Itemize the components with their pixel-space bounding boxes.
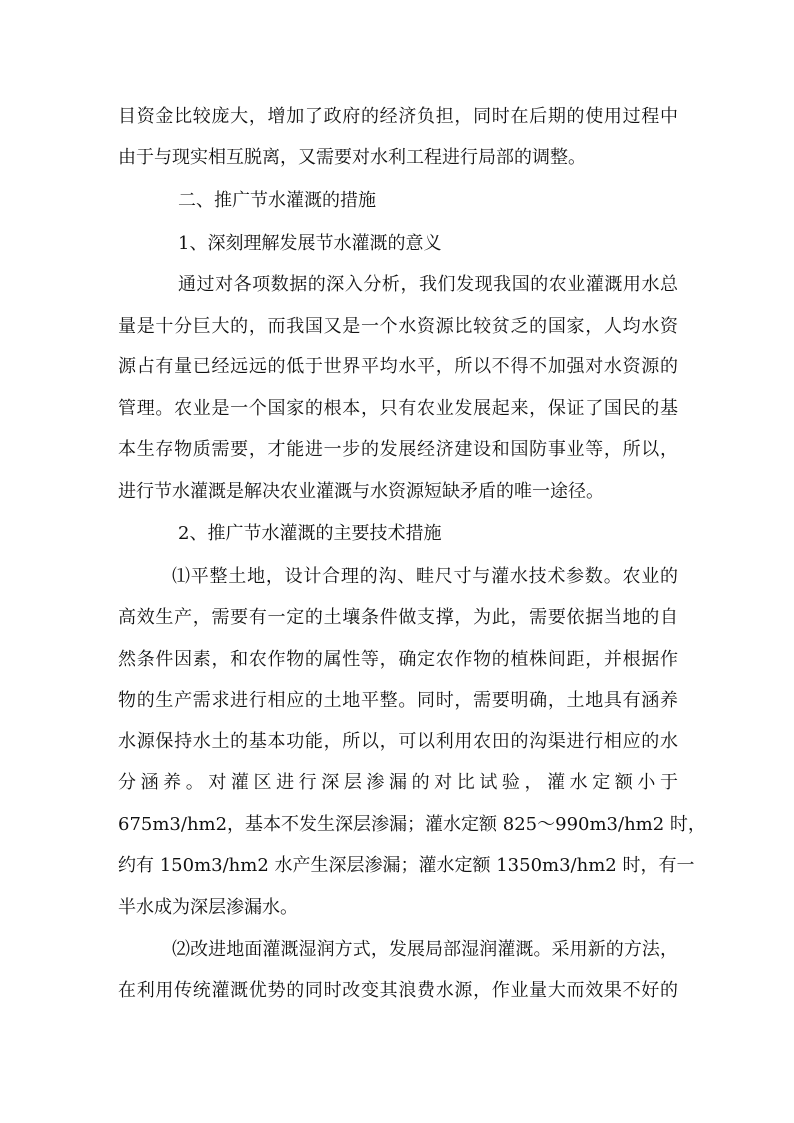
- paragraph-line: 然条件因素，和农作物的属性等，确定农作物的植株间距，并根据作: [118, 649, 678, 670]
- paragraph-line: 本生存物质需要，才能进一步的发展经济建设和国防事业等，所以，: [118, 439, 678, 460]
- paragraph-line: 半水成为深层渗漏水。: [118, 897, 298, 918]
- subsection-heading: 1、深刻理解发展节水灌溉的意义: [178, 233, 442, 254]
- paragraph-line: 源占有量已经远远的低于世界平均水平，所以不得不加强对水资源的: [118, 356, 678, 377]
- paragraph-line: 约有 150m3/hm2 水产生深层渗漏；灌水定额 1350m3/hm2 时，有一: [118, 855, 695, 876]
- paragraph-line: 675m3/hm2，基本不发生深层渗漏；灌水定额 825～990m3/hm2 时，: [118, 814, 706, 835]
- paragraph-line: 量是十分巨大的，而我国又是一个水资源比较贫乏的国家，人均水资: [118, 316, 678, 337]
- paragraph-line: 由于与现实相互脱离，又需要对水利工程进行局部的调整。: [118, 147, 586, 168]
- paragraph-line: 通过对各项数据的深入分析，我们发现我国的农业灌溉用水总: [178, 274, 678, 295]
- paragraph-line: 分涵养。对灌区进行深层渗漏的对比试验，灌水定额小于: [118, 772, 678, 793]
- paragraph-line: ⑴平整土地，设计合理的沟、畦尺寸与灌水技术参数。农业的: [172, 566, 678, 587]
- paragraph-line: 目资金比较庞大，增加了政府的经济负担，同时在后期的使用过程中: [118, 106, 678, 127]
- paragraph-line: 进行节水灌溉是解决农业灌溉与水资源短缺矛盾的唯一途径。: [118, 481, 604, 502]
- paragraph-line: 水源保持水土的基本功能，所以，可以利用农田的沟渠进行相应的水: [118, 731, 678, 752]
- paragraph-line: 在利用传统灌溉优势的同时改变其浪费水源，作业量大而效果不好的: [118, 980, 678, 1001]
- paragraph-line: 物的生产需求进行相应的土地平整。同时，需要明确，土地具有涵养: [118, 690, 678, 711]
- subsection-heading: 2、推广节水灌溉的主要技术措施: [178, 523, 442, 544]
- paragraph-line: 管理。农业是一个国家的根本，只有农业发展起来，保证了国民的基: [118, 398, 678, 419]
- paragraph-line: 高效生产，需要有一定的土壤条件做支撑，为此，需要依据当地的自: [118, 607, 678, 628]
- paragraph-line: ⑵改进地面灌溉湿润方式，发展局部湿润灌溉。采用新的方法，: [172, 939, 678, 960]
- section-heading: 二、推广节水灌溉的措施: [178, 190, 376, 211]
